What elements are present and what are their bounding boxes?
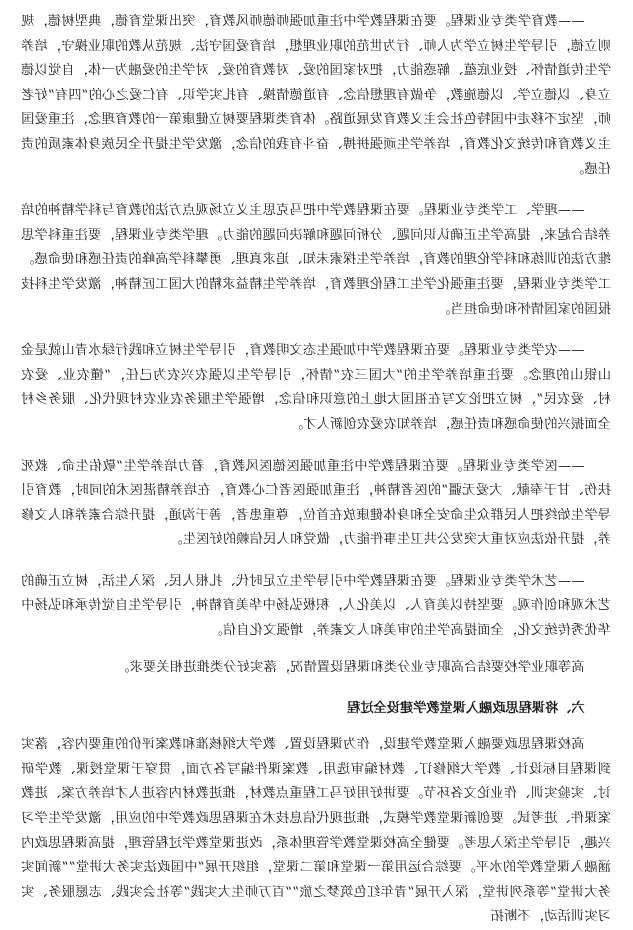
paragraph-classroom: 高校课程思政要融入课堂教学建设，作为课程设置、教学大纲核准和教案评价的重要内容，落实到课程目标设计、教学大纲修订、教材编审选用、教案课件编写各方面，贯穿于课堂授课、教学研讨、实验实训、作业论文各环节。要讲好用好马工程重点教材，推进教材内容进人才培养方案、进教案课件、进考试。要创新课堂教学模式，推进现代信息技术在课程思政教学中的应用，激发学生学习兴趣，引导学生深入思考。要健全高校课堂教学管理体系，改进课堂教学过程管理，提高课程思政内涵融入课堂教学的水平。要综合运用第一课堂和第二课堂，组织开展“中国政法实务大讲堂”“新闻实务大讲堂”等系列讲堂，深入开展“青年红色筑梦之旅”“百万师生大实践”等社会实践、志愿服务、实习实训活动，不断拓 [21,737,611,925]
paragraph-medicine: ——医学类专业课程。要在课程教学中注重加强医德医风教育，着力培养学生“敬佑生命、救死扶伤、甘于奉献、大爱无疆”的医者精神，注重加强医者仁心教育，在培养精湛医术的同时，教育引导学生始终把人民群众生命安全和身体健康放在首位，尊重患者，善于沟通，提升综合素养和人文修养，提升依法应对重大突发公共卫生事件能力，做党和人民信赖的好医生。 [21,458,611,548]
document-body [21,10,611,930]
paragraph-vocational: 高等职业学校要结合高职专业分类和课程设置情况，落实好分类推进相关要求。 [116,659,585,675]
paragraph-science-engineering: ——理学、工学类专业课程。要在课程教学中把马克思主义立场观点方法的教育与科学精神的培养结合起来，提高学生正确认识问题、分析问题和解决问题的能力。理学类专业课程，要注重科学思维方法的训练和科学伦理的教育，培养学生探索未知、追求真理、勇攀科学高峰的责任感和使命感。工学类专业课程，要注重强化学生工程伦理教育，培养学生精益求精的大国工匠精神，激发学生科技报国的家国情怀和使命担当。 [21,203,611,317]
paragraph-education: ——教育学类专业课程。要在课程教学中注重加强师德师风教育，突出课堂育德，典型树德，规则立德，引导学生树立学为人师、行为世范的职业理想，培育爱国守法、规范从教的职业操守，培养学生传道情怀、授业底蕴、解惑能力，把对家国的爱、对教育的爱、对学生的爱融为一体，自觉以德立身、以德立学、以德施教，争做有理想信念、有道德情操、有扎实学识、有仁爱之心的“四有”好老师，坚定不移走中国特色社会主义教育发展道路。体育类课程要树立健康第一的教育理念，注重爱国主义教育和传统文化教育，培养学生顽强拼搏、奋斗有我的信念，激发学生提升全民族身体素质的责任感。 [21,14,611,177]
paragraph-agriculture: ——农学类专业课程。要在课程教学中加强生态文明教育，引导学生树立和践行绿水青山就是金山银山的理念。要注重培养学生的“大国三农”情怀，引导学生以强农兴农为己任，“懂农业、爱农村、爱农民”，树立把论文写在祖国大地上的意识和信念，增强学生服务农业农村现代化、服务乡村全面振兴的使命感和责任感，培养知农爱农创新人才。 [21,343,611,432]
section-heading: 六、将课程思政融入课堂教学建设全过程 [347,701,585,717]
paragraph-arts: ——艺术学类专业课程。要在课程教学中引导学生立足时代、扎根人民、深入生活，树立正确的艺术观和创作观。要坚持以美育人、以美化人，积极弘扬中华美育精神，引导学生自觉传承和弘扬中华优秀传统文化，全面提高学生的审美和人文素养，增强文化自信。 [21,573,611,639]
